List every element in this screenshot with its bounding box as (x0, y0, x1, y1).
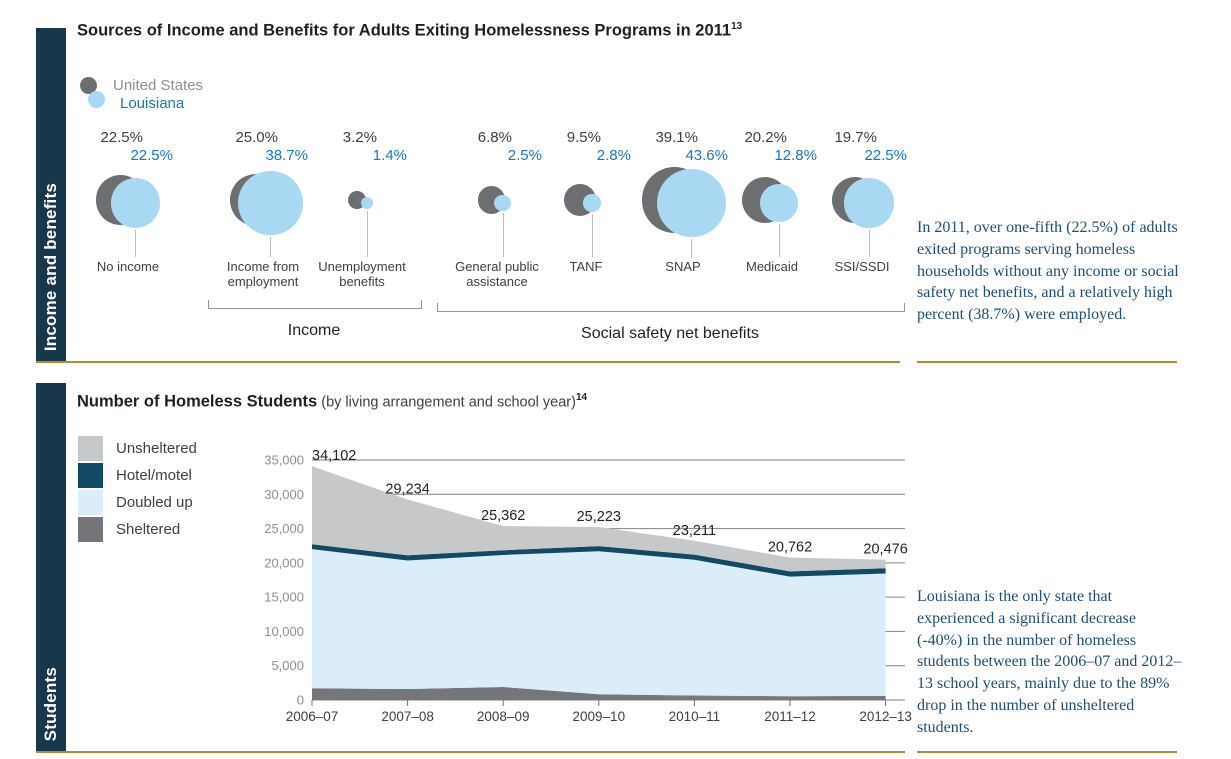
total-data-label: 23,211 (672, 522, 717, 539)
la-percent-label: 2.5% (507, 147, 542, 164)
y-tick-label: 5,000 (271, 658, 304, 674)
us-bubble (230, 174, 282, 226)
bubble-category-label: SNAP (665, 259, 701, 274)
legend-swatch-sheltered (78, 517, 103, 542)
la-bubble (657, 169, 726, 238)
legend-swatch-unsheltered (78, 436, 103, 461)
legend-us-label: United States (113, 77, 204, 94)
x-tick-label: 2007–08 (381, 709, 434, 724)
section2-title-text: Number of Homeless Students (77, 392, 318, 411)
total-data-label: 25,362 (481, 508, 526, 525)
section1-note: In 2011, over one-fifth (22.5%) of adults exited programs serving homeless households without any income or social safety net benefits, and a relatively high percent (38.7%) were employed. (917, 219, 1179, 323)
x-tick-label: 2009–10 (572, 709, 626, 724)
section1-title (77, 21, 742, 41)
total-data-label: 25,223 (576, 509, 621, 526)
group-label: Income (287, 322, 341, 339)
y-tick-label: 0 (296, 692, 304, 708)
la-percent-label: 12.8% (774, 147, 817, 164)
footnote-marker-13: 13 (731, 21, 743, 32)
legend-label: Unsheltered (116, 440, 197, 457)
section-tab-students (36, 383, 66, 751)
legend-label: Doubled up (116, 494, 193, 511)
legend-swatch-doubled-up (78, 490, 103, 515)
bubble-category-label: No income (96, 259, 160, 274)
x-tick-label: 2006–07 (285, 709, 339, 724)
legend-la-circle (88, 91, 105, 108)
group-label: Social safety net benefits (581, 325, 759, 342)
legend-row (78, 517, 197, 542)
section2-title-subtitle: (by living arrangement and school year) (317, 394, 576, 411)
section-tab-label: Students (41, 666, 60, 741)
bubble-stem (592, 214, 593, 257)
us-bubble (96, 175, 145, 224)
la-percent-label: 43.6% (685, 147, 728, 164)
us-bubble (478, 186, 505, 213)
us-bubble (742, 177, 789, 224)
la-bubble (238, 171, 303, 236)
section2-title (77, 392, 587, 412)
y-tick-label: 35,000 (264, 452, 304, 468)
la-percent-label: 38.7% (265, 147, 308, 164)
legend-label: Hotel/motel (116, 467, 192, 484)
la-bubble (494, 195, 510, 211)
section-tab-income-benefits (36, 28, 66, 361)
la-percent-label: 22.5% (130, 147, 173, 164)
bubble-stem (270, 237, 271, 257)
us-bubble (348, 191, 367, 210)
bubble-category-label: General public assistance (455, 259, 539, 290)
us-percent-label: 22.5% (100, 129, 143, 146)
us-bubble (832, 177, 878, 223)
group-bracket (208, 300, 422, 309)
section1-note-rule (917, 361, 1177, 363)
area-chart-svg (250, 440, 915, 740)
x-tick-label: 2012–13 (859, 709, 912, 724)
la-bubble (111, 178, 160, 227)
total-data-label: 34,102 (312, 448, 357, 465)
y-tick-label: 10,000 (264, 623, 304, 639)
total-data-label: 29,234 (385, 481, 430, 498)
legend-label: Sheltered (116, 521, 181, 538)
legend-la-label: Louisiana (120, 95, 185, 112)
x-tick-label: 2011–12 (764, 709, 816, 724)
y-tick-label: 30,000 (264, 486, 304, 502)
legend-row (78, 490, 197, 515)
section1-title-text: Sources of Income and Benefits for Adults Exiting Homelessness Programs in 2011 (77, 21, 732, 40)
bubble-stem (691, 239, 692, 257)
bubble-category-label: SSI/SSDI (834, 259, 890, 274)
total-data-label: 20,476 (863, 541, 908, 558)
us-percent-label: 20.2% (744, 129, 787, 146)
la-percent-label: 2.8% (596, 147, 631, 164)
section-tab-label: Income and benefits (41, 182, 60, 351)
bubble-category-label: Medicaid (745, 259, 799, 274)
total-data-label: 20,762 (767, 539, 813, 556)
y-tick-label: 20,000 (264, 555, 304, 571)
bubble-category-label: Unemployment benefits (318, 259, 406, 290)
us-bubble (564, 184, 596, 216)
bubble-stem (367, 211, 368, 257)
group-bracket (437, 303, 905, 312)
y-tick-label: 15,000 (264, 589, 304, 605)
us-percent-label: 9.5% (566, 129, 601, 146)
la-percent-label: 1.4% (372, 147, 407, 164)
us-bubble (642, 167, 707, 232)
bubble-stem (869, 230, 870, 257)
section2-note: Louisiana is the only state that experienced a significant decrease (-40%) in the number of homeless students between the 2006–07 and 2012–13 school years, mainly due to the 89% drop in the number of unsheltered students. (917, 588, 1182, 736)
la-bubble (760, 184, 797, 221)
legend-row (78, 436, 197, 461)
us-percent-label: 3.2% (342, 129, 377, 146)
legend-swatch-hotel-motel (78, 463, 103, 488)
students-chart-legend (78, 436, 197, 544)
la-bubble (844, 178, 893, 227)
la-percent-label: 22.5% (864, 147, 907, 164)
section2-note-rule (917, 751, 1177, 753)
bubble-category-label: Income from employment (226, 259, 300, 290)
bubble-category-label: TANF (569, 259, 603, 274)
bubble-stem (135, 230, 136, 257)
x-tick-label: 2010–11 (668, 709, 721, 724)
homeless-students-area-chart (250, 440, 915, 740)
la-bubble (583, 194, 600, 211)
bubble-stem (779, 224, 780, 257)
la-bubble (361, 197, 373, 209)
x-tick-label: 2008–09 (476, 709, 530, 724)
us-percent-label: 25.0% (235, 129, 278, 146)
us-percent-label: 19.7% (834, 129, 877, 146)
legend-row (78, 463, 197, 488)
us-percent-label: 39.1% (655, 129, 698, 146)
footnote-marker-14: 14 (575, 392, 588, 403)
bubble-stem (503, 213, 504, 257)
section2-divider-rule (36, 751, 905, 753)
us-percent-label: 6.8% (477, 129, 512, 146)
y-tick-label: 25,000 (264, 521, 304, 537)
section1-divider-rule (36, 361, 900, 363)
